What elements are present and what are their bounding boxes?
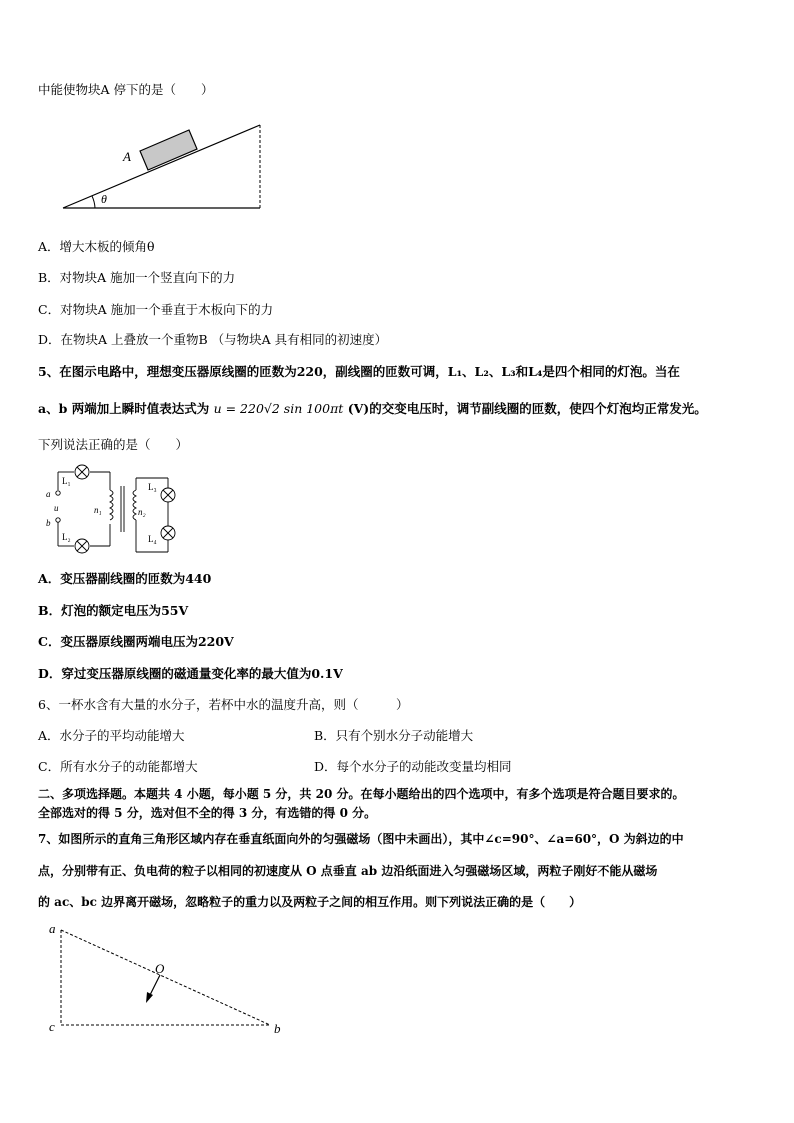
q5-option-b: B．灯泡的额定电压为55V xyxy=(38,603,189,618)
transformer-circuit xyxy=(40,462,190,558)
label-l2: L₂ xyxy=(62,532,71,542)
block-label: A xyxy=(123,149,131,164)
q5-line2-post: (V)的交变电压时，调节副线圈的匝数，使四个灯泡均正常发光。 xyxy=(347,401,707,416)
q5-formula: u = 220√2 sin 100πt xyxy=(213,401,344,416)
q5-option-c: C．变压器原线圈两端电压为220V xyxy=(38,634,234,649)
section2-line1: 二、多项选择题。本题共 4 小题，每小题 5 分，共 20 分。在每小题给出的四个选项中，有多个选项是符合题目要求的。 xyxy=(38,787,685,801)
q4-option-a: A．增大木板的倾角θ xyxy=(38,239,155,254)
q5-stem-line3: 下列说法正确的是（ ） xyxy=(38,437,189,452)
triangle-figure xyxy=(45,918,295,1038)
section2-line2: 全部选对的得 5 分，选对但不全的得 3 分，有选错的得 0 分。 xyxy=(38,806,377,820)
q6-option-b: B．只有个别水分子动能增大 xyxy=(314,728,474,743)
q5-stem-line1: 5、在图示电路中，理想变压器原线圈的匝数为220，副线圈的匝数可调，L₁、L₂、L₃和L₄是四个相同的灯泡。当在 xyxy=(38,364,680,379)
q4-option-b: B．对物块A 施加一个竖直向下的力 xyxy=(38,270,236,285)
label-n2: n₂ xyxy=(138,507,146,517)
label-l4: L₄ xyxy=(148,534,157,544)
q5-option-d: D．穿过变压器原线圈的磁通量变化率的最大值为0.1V xyxy=(38,666,343,681)
q4-stem: 中能使物块A 停下的是（ ） xyxy=(38,82,214,97)
label-a: a xyxy=(49,921,56,936)
q7-stem-line2: 点，分别带有正、负电荷的粒子以相同的初速度从 O 点垂直 ab 边沿纸面进入匀强磁场区域，两粒子刚好不能从磁场 xyxy=(38,864,658,878)
label-b: b xyxy=(274,1021,281,1036)
label-l3: L₃ xyxy=(148,482,157,492)
label-a: a xyxy=(46,489,51,499)
q7-stem-line1: 7、如图所示的直角三角形区域内存在垂直纸面向外的匀强磁场（图中未画出），其中∠c=90°、∠a=60°，O 为斜边的中 xyxy=(38,832,684,846)
q6-option-a: A．水分子的平均动能增大 xyxy=(38,728,185,743)
label-n1: n₁ xyxy=(94,505,102,515)
label-o: O xyxy=(155,961,165,976)
q6-option-c: C．所有水分子的动能都增大 xyxy=(38,759,198,774)
q6-stem: 6、一杯水含有大量的水分子，若杯中水的温度升高，则（ ） xyxy=(38,697,409,712)
q5-line2-pre: a、b 两端加上瞬时值表达式为 xyxy=(38,401,210,416)
angle-label: θ xyxy=(101,192,107,206)
q6-option-d: D．每个水分子的动能改变量均相同 xyxy=(314,759,512,774)
velocity-arrow xyxy=(146,975,160,1003)
incline-figure xyxy=(55,118,295,218)
label-u: u xyxy=(54,503,59,513)
q5-option-a: A．变压器副线圈的匝数为440 xyxy=(38,571,212,586)
q5-stem-line2 xyxy=(38,401,707,417)
q4-option-d: D．在物块A 上叠放一个重物B （与物块A 具有相同的初速度） xyxy=(38,332,388,347)
label-c: c xyxy=(49,1019,55,1034)
q4-option-c: C．对物块A 施加一个垂直于木板向下的力 xyxy=(38,302,274,317)
q7-stem-line3: 的 ac、bc 边界离开磁场，忽略粒子的重力以及两粒子之间的相互作用。则下列说法正确的是（ ） xyxy=(38,895,582,909)
label-l1: L₁ xyxy=(62,476,71,486)
label-b: b xyxy=(46,518,51,528)
